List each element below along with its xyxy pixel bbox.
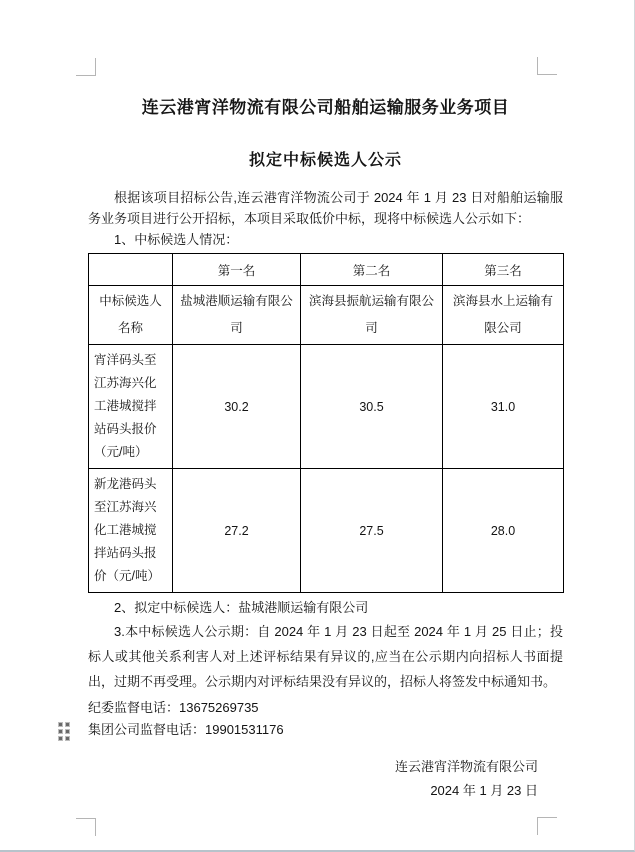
document-content [88, 0, 563, 803]
discipline-phone-line: 纪委监督电话：13675269735 [88, 700, 259, 715]
crop-mark-bottom-left [76, 818, 96, 836]
candidate-3-name: 滨海县水上运输有限公司 [443, 286, 564, 345]
supervision-phones [88, 697, 563, 741]
signature-block [88, 755, 563, 803]
price-xiaoyang-candidate-2: 30.5 [301, 345, 443, 469]
group-phone-line: 集团公司监督电话：19901531176 [88, 722, 284, 737]
bid-candidates-table [88, 253, 564, 593]
header-rank-3: 第三名 [443, 254, 564, 286]
intro-paragraph: 根据该项目招标公告,连云港宵洋物流公司于 2024 年 1 月 23 日对船舶运输服务业务项目进行公开招标，本项目采取低价中标，现将中标候选人公示如下： [88, 190, 563, 226]
price-xinlonggang-candidate-3: 28.0 [443, 469, 564, 593]
price-xinlonggang-candidate-2: 27.5 [301, 469, 443, 593]
price-xinlonggang-candidate-1: 27.2 [173, 469, 301, 593]
header-rank-2: 第二名 [301, 254, 443, 286]
list-item-2: 2、拟定中标候选人：盐城港顺运输有限公司 [114, 600, 369, 615]
header-empty-cell [89, 254, 173, 286]
row-label-price-xinlonggang: 新龙港码头至江苏海兴化工港城搅拌站码头报价（元/吨） [89, 469, 173, 593]
dot-grid-handle [59, 723, 69, 740]
doc-subtitle: 拟定中标候选人公示 [248, 152, 402, 169]
table-row-price-xinlonggang [89, 469, 564, 593]
table-row-price-xiaoyang [89, 345, 564, 469]
table-row-candidate-names [89, 286, 564, 345]
row-label-candidate-name: 中标候选人名称 [89, 286, 173, 345]
header-rank-1: 第一名 [173, 254, 301, 286]
signature-company: 连云港宵洋物流有限公司 [394, 759, 538, 774]
candidate-1-name: 盐城港顺运输有限公司 [173, 286, 301, 345]
signature-date: 2024 年 1 月 23 日 [430, 783, 538, 798]
notice-period-paragraph: 3.本中标候选人公示期：自 2024 年 1 月 23 日起至 2024 年 1 月 25 日止；投标人或其他关系利害人对上述评标结果有异议的,应当在公示期内向招标人书面提出，过期不再受理。公示期内对评标结果没有异议的，招标人将签发中标通知书。 [88, 624, 563, 689]
crop-mark-bottom-right [537, 817, 557, 835]
list-item-1: 1、中标候选人情况： [114, 232, 239, 247]
price-xiaoyang-candidate-1: 30.2 [173, 345, 301, 469]
candidate-2-name: 滨海县振航运输有限公司 [301, 286, 443, 345]
price-xiaoyang-candidate-3: 31.0 [443, 345, 564, 469]
doc-title: 连云港宵洋物流有限公司船舶运输服务业务项目 [141, 98, 510, 117]
row-label-price-xiaoyang: 宵洋码头至江苏海兴化工港城搅拌站码头报价（元/吨） [89, 345, 173, 469]
table-header-row [89, 254, 564, 286]
